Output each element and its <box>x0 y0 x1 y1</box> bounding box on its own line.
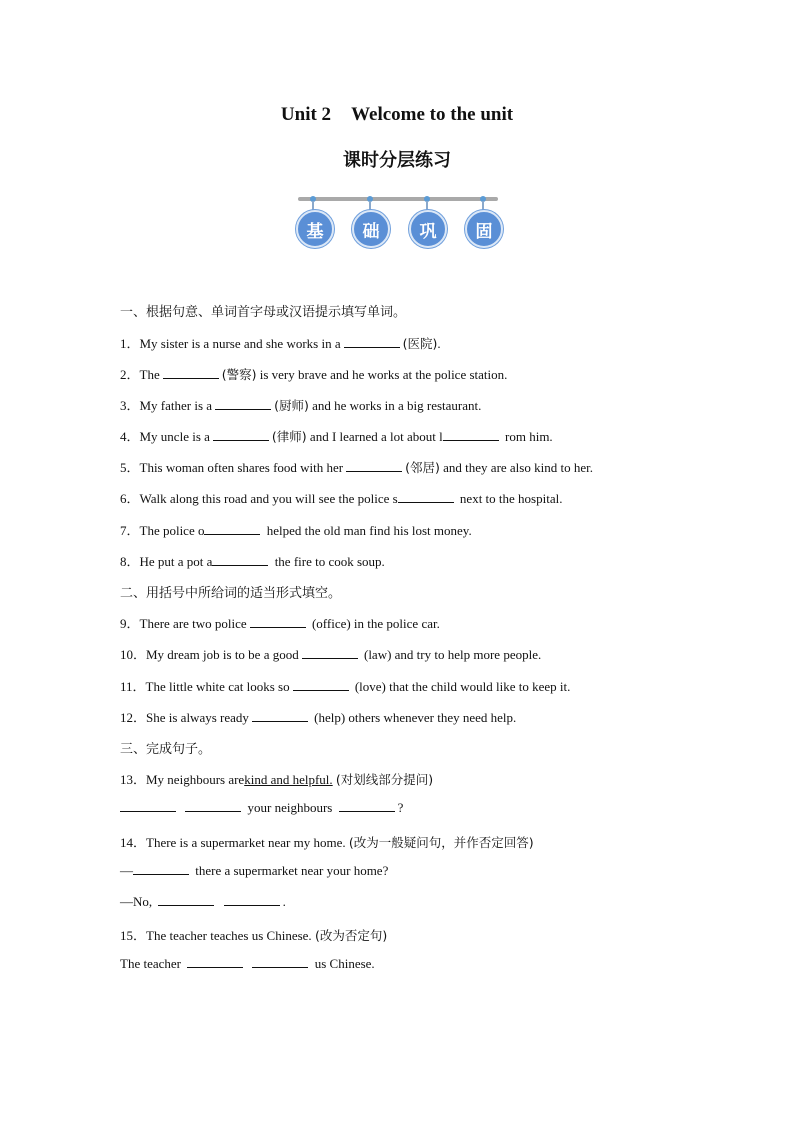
question-13: 13．My neighbours arekind and helpful. (对划线部分提问) <box>120 772 434 787</box>
answer-blank[interactable] <box>163 368 219 379</box>
answer-blank[interactable] <box>344 337 400 348</box>
question-11: 11．The little white cat looks so (love) that the child would like to keep it. <box>120 679 571 694</box>
badge-bar <box>298 197 498 201</box>
section-heading: 一、根据句意、单词首字母或汉语提示填写单词。 <box>120 305 407 320</box>
question-8: 8．He put a pot a the fire to cook soup. <box>120 554 385 569</box>
answer-blank[interactable] <box>212 555 268 566</box>
section-badge <box>296 193 502 253</box>
question-9: 9．There are two police (office) in the police car. <box>120 616 440 631</box>
question-14: 14．There is a supermarket near my home. (改为一般疑问句，并作否定回答) <box>120 835 534 850</box>
question-10: 10．My dream job is to be a good (law) and try to help more people. <box>120 647 542 662</box>
answer-blank[interactable] <box>213 430 269 441</box>
answer-blank[interactable] <box>224 895 280 906</box>
answer-blank[interactable] <box>215 399 271 410</box>
question-15-answer: The teacher us Chinese. <box>120 956 375 971</box>
answer-blank[interactable] <box>133 864 189 875</box>
section-heading: 三、完成句子。 <box>120 742 212 757</box>
question-7: 7．The police o helped the old man find his lost money. <box>120 523 472 538</box>
question-14-answer-1: — there a supermarket near your home? <box>120 863 389 878</box>
badge-char: 巩 <box>409 210 447 248</box>
answer-blank[interactable] <box>187 957 243 968</box>
answer-blank[interactable] <box>252 957 308 968</box>
badge-char: 固 <box>465 210 503 248</box>
question-4: 4．My uncle is a (律师) and I learned a lot about l rom him. <box>120 429 553 444</box>
question-15: 15．The teacher teaches us Chinese. (改为否定句) <box>120 928 388 943</box>
answer-blank[interactable] <box>158 895 214 906</box>
answer-blank[interactable] <box>398 492 454 503</box>
section-heading: 二、用括号中所给词的适当形式填空。 <box>120 586 342 601</box>
question-2: 2．The (警察) is very brave and he works at the police station. <box>120 367 508 382</box>
question-14-answer-2: —No, . <box>120 894 286 909</box>
page-title: Unit 2 Welcome to the unit <box>280 104 514 125</box>
question-5: 5．This woman often shares food with her (邻居) and they are also kind to her. <box>120 460 593 475</box>
badge-char: 基 <box>296 210 334 248</box>
question-12: 12．She is always ready (help) others whenever they need help. <box>120 710 517 725</box>
page-subtitle: 课时分层练习 <box>343 150 451 171</box>
question-6: 6．Walk along this road and you will see the police s next to the hospital. <box>120 491 563 506</box>
badge-char: 础 <box>352 210 390 248</box>
underlined-phrase: kind and helpful. <box>244 772 333 787</box>
answer-blank[interactable] <box>339 801 395 812</box>
answer-blank[interactable] <box>443 430 499 441</box>
question-3: 3．My father is a (厨师) and he works in a big restaurant. <box>120 398 482 413</box>
answer-blank[interactable] <box>204 524 260 535</box>
answer-blank[interactable] <box>302 648 358 659</box>
answer-blank[interactable] <box>252 711 308 722</box>
answer-blank[interactable] <box>293 680 349 691</box>
answer-blank[interactable] <box>250 617 306 628</box>
question-13-answer: your neighbours ? <box>120 800 403 816</box>
answer-blank[interactable] <box>120 801 176 812</box>
answer-blank[interactable] <box>185 801 241 812</box>
answer-blank[interactable] <box>346 461 402 472</box>
question-1: 1．My sister is a nurse and she works in a (医院). <box>120 336 441 351</box>
